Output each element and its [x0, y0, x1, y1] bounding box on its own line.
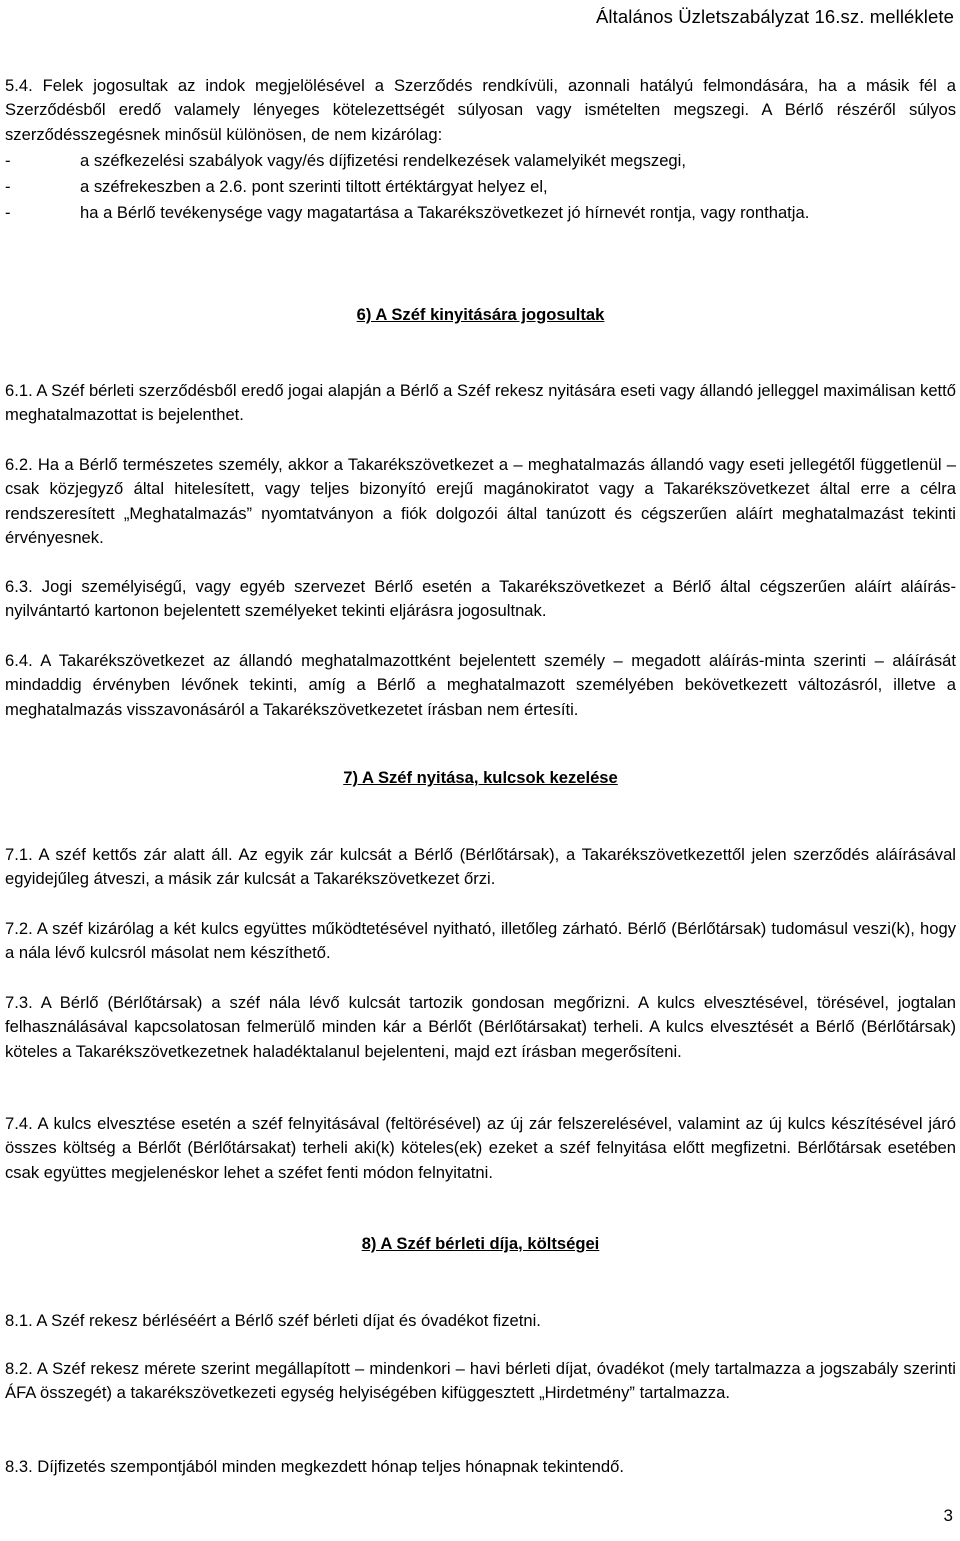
dash-marker: - — [5, 177, 11, 197]
paragraph-7-3: 7.3. A Bérlő (Bérlőtársak) a széf nála lévő kulcsát tartozik gondosan megőrizni. A kulcs elvesztésével, törésével, jogtalan felhasználásával kapcsolatosan felmerülő minden kár a Bérlőt (Bérlőtársakat) terheli. A kulcs elvesztését a Bérlő (Bérlőtársak) köteles a Takarékszövetkezetnek haladéktalanul bejelenteni, majd ezt írásban megerősíteni. — [5, 993, 956, 1061]
list-item — [5, 174, 956, 200]
section-5-4 — [5, 74, 956, 225]
document-header: Általános Üzletszabályzat 16.sz. melléklete — [595, 6, 954, 27]
paragraph-7-1: 7.1. A széf kettős zár alatt áll. Az egyik zár kulcsát a Bérlő (Bérlőtársak), a Takarékszövetkezettől jelen szerződés aláírásával egyidejűleg átveszi, a másik zár kulcsát a Takarékszövetkezet őrzi. — [5, 845, 956, 889]
heading-section-8: 8) A Széf bérleti díja, költségei — [361, 1234, 600, 1253]
paragraph-6-2: 6.2. Ha a Bérlő természetes személy, akkor a Takarékszövetkezet a – meghatalmazás állandó vagy eseti jellegétől függetlenül – csak közjegyző által hitelesített, vagy teljes bizonyító erejű magánokiratot vagy a Takarékszövetkezet által erre a célra rendszeresített „Meghatalmazás” nyomtatványon a fiók dolgozói által tanúzott és cégszerűen aláírt meghatalmazást tekinti érvényesnek. — [5, 455, 956, 548]
list-item-text: ha a Bérlő tevékenysége vagy magatartása a Takarékszövetkezet jó hírnevét rontja, vagy ronthatja. — [80, 203, 810, 223]
paragraph-8-1: 8.1. A Széf rekesz bérléséért a Bérlő széf bérleti díjat és óvadékot fizetni. — [5, 1311, 541, 1330]
paragraph-6-4: 6.4. A Takarékszövetkezet az állandó meghatalmazottként bejelentett személy – megadott aláírás-minta szerinti – aláírását mindaddig érvényben lévőnek tekinti, amíg a Bérlő a meghatalmazott személyében bekövetkezett változásról, illetve a meghatalmazás visszavonásáról a Takarékszövetkezetet írásban nem értesíti. — [5, 651, 956, 719]
paragraph-8-3: 8.3. Díjfizetés szempontjából minden megkezdett hónap teljes hónapnak tekintendő. — [5, 1457, 624, 1476]
list-item-text: a széfrekeszben a 2.6. pont szerinti tiltott értéktárgyat helyez el, — [80, 177, 548, 197]
page-number: 3 — [943, 1506, 953, 1525]
paragraph-6-1: 6.1. A Széf bérleti szerződésből eredő jogai alapján a Bérlő a Széf rekesz nyitására eseti vagy állandó jelleggel maximálisan kettő meghatalmazottat is bejelenthet. — [5, 381, 956, 425]
list-item — [5, 200, 956, 225]
list-item-text: a széfkezelési szabályok vagy/és díjfizetési rendelkezések valamelyikét megszegi, — [80, 151, 686, 171]
dash-marker: - — [5, 151, 11, 171]
paragraph-6-3: 6.3. Jogi személyiségű, vagy egyéb szervezet Bérlő esetén a Takarékszövetkezet a Bérlő által cégszerűen aláírt aláírás-nyilvántartó kartonon bejelentett személyeket tekinti eljárásra jogosultnak. — [5, 577, 956, 621]
heading-section-6: 6) A Széf kinyitására jogosultak — [356, 305, 605, 324]
document-page — [5, 0, 956, 1541]
paragraph-7-4: 7.4. A kulcs elvesztése esetén a széf felnyitásával (feltörésével) az új zár felszerelésével, valamint az új kulcs készítésével járó összes költség a Bérlőt (Bérlőtársakat) terheli aki(k) köteles(ek) ezeket a széf felnyitása előtt megfizetni. Bérlőtársak esetében csak együttes megjelenéskor lehet a széfet fenti módon felnyitatni. — [5, 1114, 956, 1182]
paragraph-8-2: 8.2. A Széf rekesz mérete szerint megállapított – mindenkori – havi bérleti díjat, óvadékot (mely tartalmazza a jogszabály szerinti ÁFA összegét) a takarékszövetkezeti egység helyiségében kifüggesztett „Hirdetmény” tartalmazza. — [5, 1359, 956, 1403]
paragraph-5-4: 5.4. Felek jogosultak az indok megjelölésével a Szerződés rendkívüli, azonnali hatályú felmondására, ha a másik fél a Szerződésből eredő valamely lényeges kötelezettségét súlyosan vagy ismételten megszegi. A Bérlő részéről súlyos szerződésszegésnek minősül különösen, de nem kizárólag: — [5, 76, 956, 144]
heading-section-7: 7) A Széf nyitása, kulcsok kezelése — [343, 768, 618, 787]
dash-marker: - — [5, 203, 11, 223]
list-item — [5, 148, 956, 174]
paragraph-7-2: 7.2. A széf kizárólag a két kulcs együttes működtetésével nyitható, illetőleg zárható. Bérlő (Bérlőtársak) tudomásul veszi(k), hogy a nála lévő kulcsról másolat nem készíthető. — [5, 919, 956, 963]
